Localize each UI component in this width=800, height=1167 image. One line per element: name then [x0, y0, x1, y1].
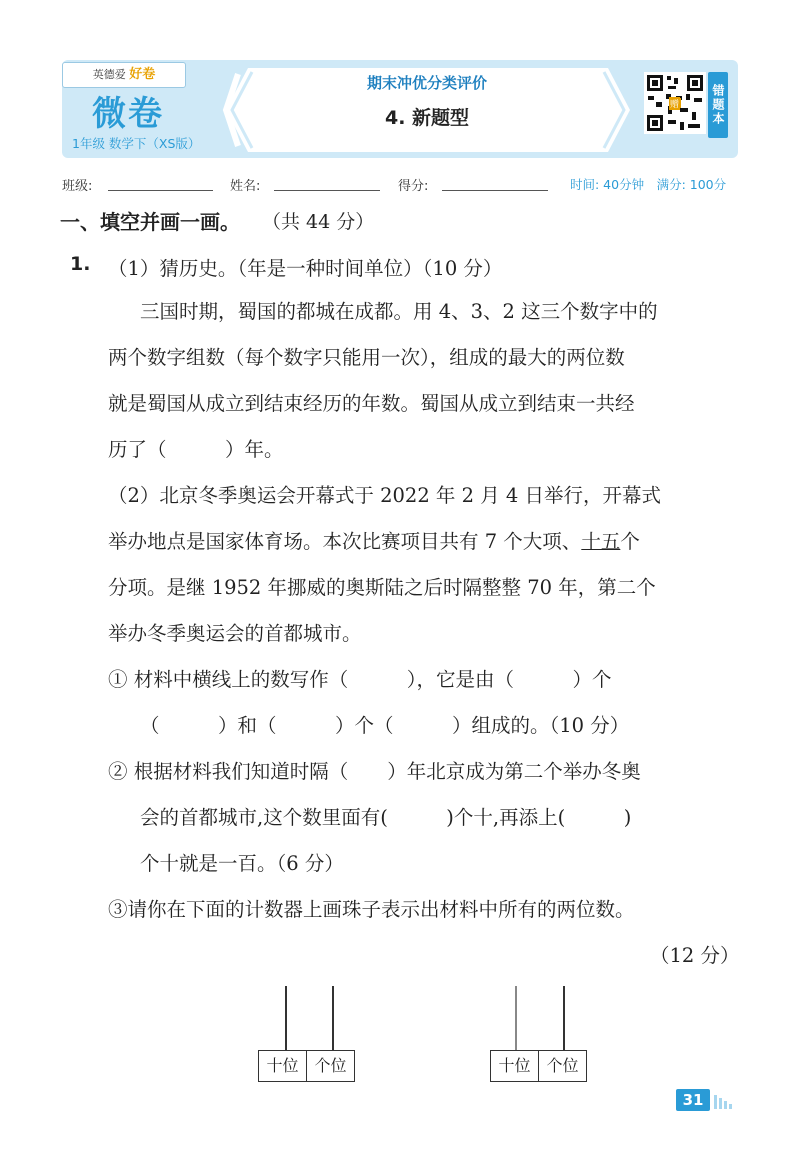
class-blank[interactable] [108, 190, 213, 191]
part2-line-4: 举办冬季奥运会的首都城市。 [108, 622, 362, 645]
abacus-1-ones-label: 个位 [306, 1051, 354, 1081]
brand-name: 英德爱 [92, 68, 126, 81]
part1-line-1: 三国时期，蜀国的都城在成都。用 4、3、2 这三个数字中的 [140, 300, 658, 323]
part1-title: （1）猜历史。（年是一种时间单位）（10 分） [108, 257, 503, 280]
underlined-number: 十五 [581, 530, 621, 553]
sub2-line-3: 个十就是一百。（6 分） [140, 852, 344, 875]
class-label: 班级: [62, 179, 93, 194]
abacus-2-tens-label: 十位 [498, 1056, 531, 1075]
part2-line-2 [108, 526, 640, 554]
abacus-1-tens-rod[interactable] [285, 986, 287, 1050]
section-heading: 一、填空并画一画。 [60, 210, 240, 234]
page-number: 31 [676, 1089, 710, 1111]
name-label: 姓名: [230, 179, 261, 194]
grade-line: 1年级 数学下（XS版） [72, 136, 201, 151]
part2-line-1: （2）北京冬季奥运会开幕式于 2022 年 2 月 4 日举行，开幕式 [108, 484, 662, 507]
abacus-2-ones-label: 个位 [538, 1051, 586, 1081]
part2-line-3: 分项。是继 1952 年挪威的奥斯陆之后时隔整整 70 年，第二个 [108, 576, 656, 599]
banner-sub-title: 4. 新题型 [384, 107, 470, 129]
part1-line-4-answer[interactable]: 历了（ ）年。 [108, 438, 284, 461]
time-and-full-score: 时间: 40分钟 满分: 100分 [570, 177, 727, 192]
score-label: 得分: [398, 179, 429, 194]
brand-logo [62, 62, 186, 88]
abacus-2-ones-rod[interactable] [563, 986, 565, 1050]
sub1-line-2[interactable]: （ ）和（ ）个（ ）组成的。（10 分） [140, 714, 630, 737]
sub1-line-1[interactable]: ① 材料中横线上的数写作（ ），它是由（ ）个 [108, 668, 612, 691]
sub3-line: ③请你在下面的计数器上画珠子表示出材料中所有的两位数。 [108, 898, 635, 921]
part1-line-3: 就是蜀国从成立到结束经历的年数。蜀国从成立到结束一共经 [108, 392, 635, 415]
decor-bar [719, 1098, 722, 1109]
mistake-book-label: 错题本 [708, 72, 728, 138]
brand-mark: 好卷 [129, 67, 156, 82]
banner-top-title: 期末冲优分类评价 [366, 74, 487, 92]
part1-line-2: 两个数字组数（每个数字只能用一次），组成的最大的两位数 [108, 346, 625, 369]
decor-bar [729, 1104, 732, 1109]
series-title: 微卷 [92, 94, 164, 134]
abacus-1-tens-label: 十位 [266, 1056, 299, 1075]
abacus-2-tens-rod[interactable] [515, 986, 517, 1050]
abacus-2-base [490, 1050, 587, 1082]
decor-bar [714, 1095, 717, 1109]
part2-line-2-text: 举办地点是国家体育场。本次比赛项目共有 7 个大项、 [108, 530, 582, 553]
gift-badge: 赠 [669, 97, 680, 110]
sub2-line-1[interactable]: ② 根据材料我们知道时隔（ ）年北京成为第二个举办冬奥 [108, 760, 641, 783]
part2-line-2-tail: 个 [620, 530, 640, 553]
name-blank[interactable] [274, 190, 380, 191]
abacus-1-base [258, 1050, 355, 1082]
abacus-1-ones-rod[interactable] [332, 986, 334, 1050]
score-blank[interactable] [442, 190, 548, 191]
sub3-score: （12 分） [650, 944, 740, 967]
question-number: 1. [70, 253, 91, 275]
section-score: （共 44 分） [262, 211, 375, 233]
decor-bar [724, 1101, 727, 1109]
sub2-line-2[interactable]: 会的首都城市,这个数里面有( )个十,再添上( ) [140, 806, 632, 829]
